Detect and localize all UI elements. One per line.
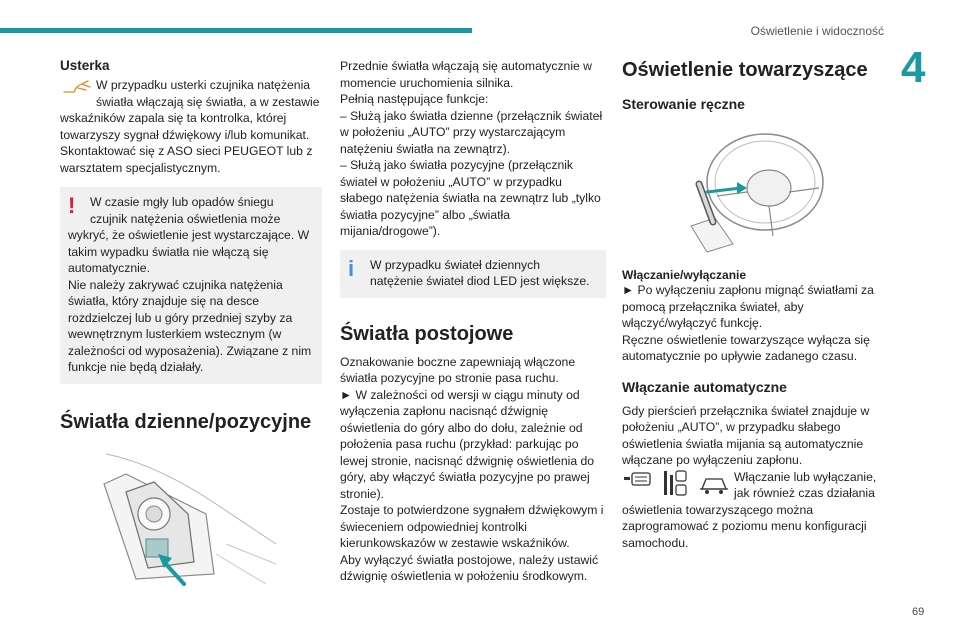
drl-functions-text: Pełnią następujące funkcje: xyxy=(340,92,489,106)
parking-instruction-text: ► W zależności od wersji w ciągu minuty od wyłączenia zapłonu nacisnąć dźwignię oświetlenia do góry albo do dołu, zależnie od położenia pasa ruchu (przykład: parkując po lewej stronie, nacisnąć dźwignię oświetlenia do góry, aby włączyć światła pozycyjne po prawej stronie). xyxy=(340,387,595,501)
fault-text-first-line: W przypadku usterki czujnika natężenia xyxy=(96,78,311,92)
warning-box xyxy=(60,187,322,384)
light-sensor-warning-icon xyxy=(60,77,94,97)
section-title: Oświetlenie i widoczność xyxy=(750,24,884,38)
page-number: 69 xyxy=(912,606,925,618)
drl-function-daytime: – Służą jako światła dzienne (przełącznik świateł w położeniu „AUTO” przy wystarczającym natężeniu światła na zewnątrz). xyxy=(340,108,603,156)
guide-me-home-heading: Oświetlenie towarzyszące xyxy=(622,59,868,81)
warning-sensor-text: Nie należy zakrywać czujnika natężenia światła, który znajduje się na desce rozdzielczej lub u góry przedniej szyby za wewnętrznym lusterkiem wstecznym (w zależności od wyposażenia). Związane z nim funkcje nie będą działały. xyxy=(68,277,312,374)
column-2 xyxy=(340,58,606,585)
vehicle-settings-icons xyxy=(622,469,730,499)
on-off-heading: Włączanie/wyłączanie xyxy=(622,268,747,282)
automatic-text: Gdy pierścień przełącznika świateł znajduje w położeniu „AUTO”, w przypadku słabego oświetlenia światła mijania są automatycznie włączane po wyłączeniu zapłonu. xyxy=(622,403,870,467)
info-icon: i xyxy=(348,255,355,281)
parking-intro-text: Oznakowanie boczne zapewniają włączone światła pozycyjne po stronie pasa ruchu. xyxy=(340,354,576,385)
info-box xyxy=(340,250,606,298)
info-line-1: W przypadku świateł dziennych xyxy=(370,257,541,272)
steering-wheel-illustration xyxy=(677,126,827,256)
chapter-number: 4 xyxy=(901,43,926,92)
parking-confirm-text: Zostaje to potwierdzone sygnałem dźwiękowym i świeceniem odpowiedniej kontrolki kierunkowskazów w zestawie wskaźników. xyxy=(340,503,604,550)
fault-text-rest: światła włączają się światła, a w zestawie wskaźników zapala się ta kontrolka, której towarzyszy sygnał dźwiękowy i/lub komunikat. xyxy=(60,94,320,142)
config-text-rest: oświetlenia towarzyszącego można zaprogramować z poziomu menu konfiguracji samochodu. xyxy=(622,502,867,550)
automatic-heading: Włączanie automatyczne xyxy=(622,378,787,395)
drl-function-position: – Służą jako światła pozycyjne (przełącznik świateł w położeniu „AUTO” w przypadku słabego natężenia światła na zewnątrz lub „tylko światła pozycyjne” albo „światła mijania/drogowe”). xyxy=(340,158,601,238)
manual-instruction-text: ► Po wyłączeniu zapłonu mignąć światłami za pomocą przełącznika świateł, aby włączyć/wyłączyć funkcję. xyxy=(622,283,874,330)
manual-auto-off-text: Ręczne oświetlenie towarzyszące wyłącza się automatycznie po upływie zadanego czasu. xyxy=(622,332,870,363)
info-line-2: natężenie świateł diod LED jest większe. xyxy=(370,274,590,288)
config-text-first: Włączanie lub wyłączanie, jak również czas działania xyxy=(734,469,877,500)
warning-line-2: czujnik natężenia oświetlenia może xyxy=(90,211,281,226)
warning-rest: wykryć, że oświetlenie jest wystarczające. W takim wypadku światła nie włączą się automatycznie. xyxy=(68,228,310,275)
drl-intro-text: Przednie światła włączają się automatycznie w momencie uruchomienia silnika. xyxy=(340,59,592,90)
parking-off-text: Aby wyłączyć światła postojowe, należy ustawić dźwignię oświetlenia w położeniu środkowym. xyxy=(340,552,599,583)
column-3 xyxy=(622,58,882,551)
warning-icon: ! xyxy=(68,193,76,218)
manual-control-heading: Sterowanie ręczne xyxy=(622,96,745,112)
parking-lights-heading: Światła postojowe xyxy=(340,322,514,345)
fault-contact-text: Skontaktować się z ASO sieci PEUGEOT lub z warsztatem specjalistycznym. xyxy=(60,144,313,175)
config-paragraph xyxy=(622,469,882,552)
fault-heading: Usterka xyxy=(60,58,110,73)
column-1 xyxy=(60,58,322,594)
drl-heading: Światła dzienne/pozycyjne xyxy=(60,410,312,433)
warning-line-1: W czasie mgły lub opadów śniegu xyxy=(90,195,274,209)
top-accent-bar xyxy=(0,28,472,33)
headlight-illustration xyxy=(96,444,286,594)
fault-paragraph xyxy=(60,77,322,143)
